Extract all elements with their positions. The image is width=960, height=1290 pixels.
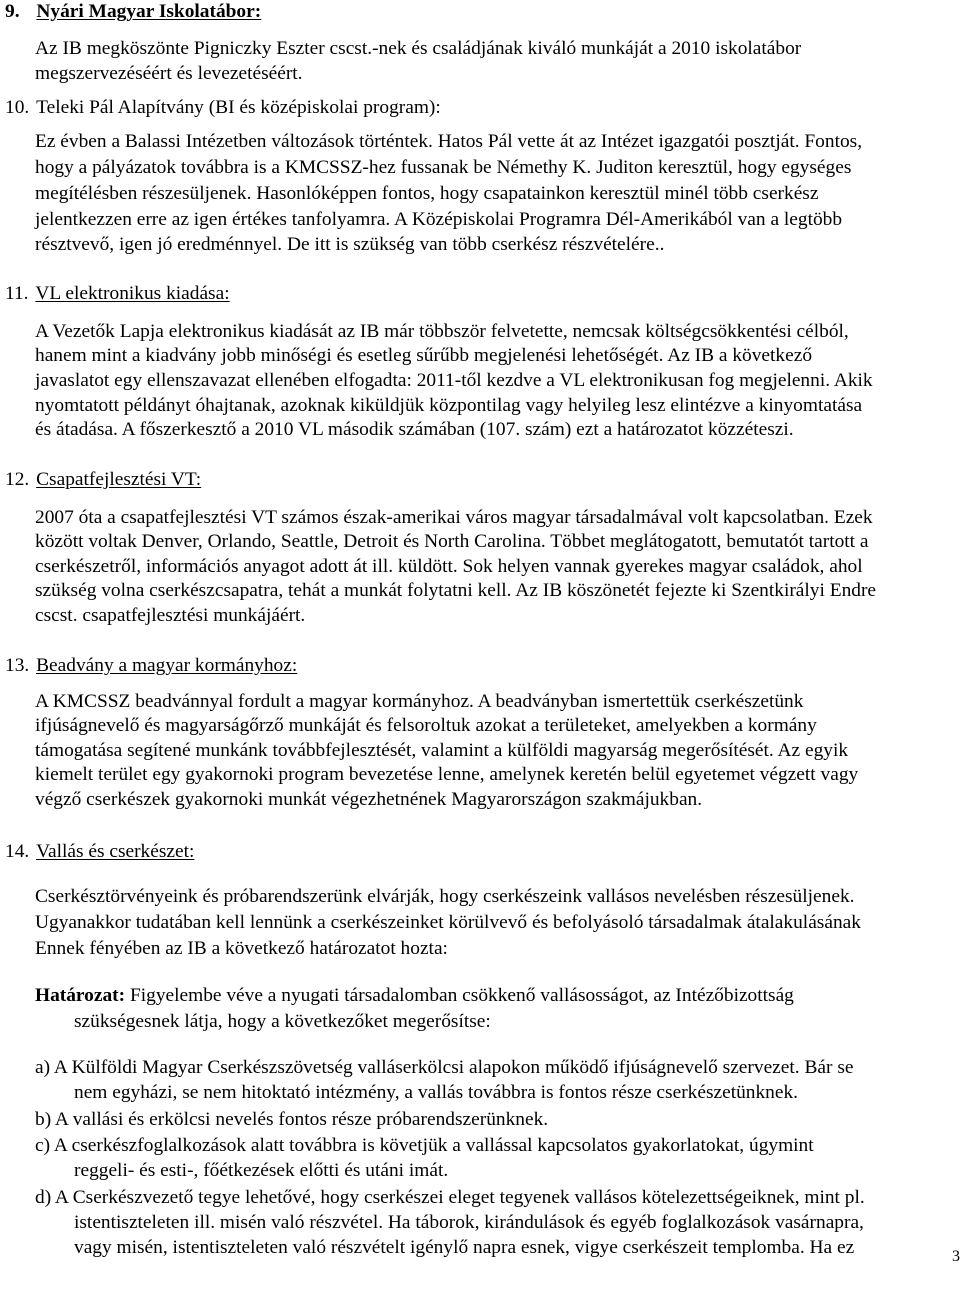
paragraph-line: hogy a pályázatok továbbra is a KMCSSZ-hez fussanak be Némethy K. Juditon keresztül, hogy egységes [35, 157, 852, 178]
section-heading-13 [5, 654, 297, 678]
section-title: Beadvány a magyar kormányhoz: [36, 655, 298, 676]
paragraph-line: cscst. csapatfejlesztési munkájáért. [35, 605, 306, 626]
section-number: 12. [5, 469, 30, 490]
paragraph-line: Az IB megköszönte Pigniczky Eszter cscst.-nek és családjának kiváló munkáját a 2010 iskolatábor [35, 38, 802, 59]
paragraph-line: között voltak Denver, Orlando, Seattle, Detroit és North Carolina. Többet meglátogatott, bemutatót tartott a [35, 531, 869, 552]
section-title: VL elektronikus kiadása: [35, 283, 230, 304]
section-title: Csapatfejlesztési VT: [36, 469, 202, 490]
section-number: 11. [5, 283, 29, 304]
section-heading-9 [5, 0, 261, 24]
paragraph-line: végző cserkészek gyakornoki munkát végezhetnének Magyarországon szakmájukban. [35, 789, 703, 810]
list-item-continuation: vagy misén, istentiszteleten való részvételt igénylő napra esnek, vigye cserkészeit templomba. Ha ez [74, 1237, 855, 1258]
list-item-b: b) A vallási és erkölcsi nevelés fontos része próbarendszerünknek. [35, 1109, 549, 1130]
page-number: 3 [952, 1248, 960, 1265]
list-item-c: c) A cserkészfoglalkozások alatt továbbra is követjük a vallással kapcsolatos gyakorlatokat, úgymint [35, 1135, 814, 1156]
section-heading-14 [5, 840, 194, 864]
section-number: 13. [5, 655, 30, 676]
paragraph-line: és átadása. A főszerkesztő a 2010 VL második számában (107. szám) ezt a határozatot közzéteszi. [35, 419, 794, 440]
section-heading-12 [5, 468, 201, 492]
paragraph-line: A Vezetők Lapja elektronikus kiadását az IB már többször felvetette, nemcsak költségcsökkentési célból, [35, 321, 849, 342]
paragraph-line: Cserkésztörvényeink és próbarendszerünk elvárják, hogy cserkészeink vallásos nevelésben részesüljenek. [35, 886, 855, 907]
paragraph-line: Ennek fényében az IB a következő határozatot hozta: [35, 938, 448, 959]
paragraph-line: szükség volna cserkészcsapatra, tehát a munkát folytatni kell. Az IB köszönetét fejezte ki Szentkirályi Endre [35, 580, 877, 601]
paragraph-line: Ugyanakkor tudatában kell lennünk a cserkészeinket körülvevő és befolyásoló társadalmak átalakulásának [35, 912, 861, 933]
list-item-d: d) A Cserkészvezető tegye lehetővé, hogy cserkészei eleget tegyenek vallásos kötelezettségeiknek, mint pl. [35, 1187, 865, 1208]
paragraph-line: kiemelt terület egy gyakornoki program bevezetése lenne, amelynek keretén belül egyetemet végzett vagy [35, 764, 859, 785]
paragraph-line: résztvevő, igen jó eredménnyel. De itt is szükség van több cserkész részvételére.. [35, 234, 665, 255]
paragraph-line: megszervezéséért és levezetéséért. [35, 63, 303, 84]
list-item-continuation: istentiszteleten ill. misén való részvétel. Ha táborok, kirándulások és egyéb foglalkozások vasárnapra, [74, 1212, 864, 1233]
resolution-text: Figyelembe véve a nyugati társadalomban csökkenő vallásosságot, az Intézőbizottság [125, 985, 794, 1006]
section-title: Vallás és cserkészet: [36, 841, 195, 862]
section-title: Nyári Magyar Iskolatábor: [36, 1, 262, 22]
section-title: Teleki Pál Alapítvány (BI és középiskolai program): [36, 97, 441, 118]
resolution-label: Határozat: [35, 985, 126, 1006]
paragraph-line: ifjúságnevelő és magyarságőrző munkáját és felsoroltuk azokat a területeket, amelyekben a kormány [35, 715, 817, 736]
list-item-continuation: nem egyházi, se nem hitoktató intézmény, a vallás továbbra is fontos része cserkészetünknek. [74, 1082, 799, 1103]
paragraph-line: megítélésben részesüljenek. Hasonlóképpen fontos, hogy csapatainkon keresztül minél több cserkész [35, 183, 819, 204]
paragraph-line: cserkészetről, információs anyagot adott át ill. küldött. Sok helyen vannak gyerekes magyar családok, ahol [35, 556, 863, 577]
section-number: 10. [5, 97, 30, 118]
list-item-a: a) A Külföldi Magyar Cserkészszövetség valláserkölcsi alapokon működő ifjúságnevelő szervezet. Bár se [35, 1057, 854, 1078]
list-item-continuation: reggeli- és esti-, főétkezések előtti és utáni imát. [74, 1160, 449, 1181]
resolution-line [35, 984, 794, 1008]
section-number: 14. [5, 841, 30, 862]
paragraph-line: A KMCSSZ beadvánnyal fordult a magyar kormányhoz. A beadványban ismertettük cserkészetünk [35, 691, 804, 712]
paragraph-line: támogatása segítené munkánk továbbfejlesztését, valamint a külföldi magyarság megerősítését. Az egyik [35, 740, 849, 761]
section-heading-11 [5, 282, 230, 306]
paragraph-line: hanem mint a kiadvány jobb minőségi és esetleg sűrűbb megjelenési lehetőségét. Az IB a következő [35, 345, 813, 366]
paragraph-line: szükségesnek látja, hogy a következőket megerősítse: [74, 1011, 491, 1032]
paragraph-line: Ez évben a Balassi Intézetben változások történtek. Hatos Pál vette át az Intézet igazgatói posztját. Fontos, [35, 131, 863, 152]
section-number: 9. [5, 1, 20, 22]
paragraph-line: nyomtatott példányt óhajtanak, azoknak kiküldjük központilag vagy helyileg lesz elintézve a kinyomtatása [35, 395, 863, 416]
paragraph-line: jelentkezzen erre az igen értékes tanfolyamra. A Középiskolai Programra Dél-Amerikából van a legtöbb [35, 209, 843, 230]
paragraph-line: 2007 óta a csapatfejlesztési VT számos észak-amerikai város magyar társadalmával volt kapcsolatban. Ezek [35, 507, 873, 528]
section-heading-10 [5, 96, 441, 120]
paragraph-line: javaslatot egy ellenszavazat ellenében elfogadta: 2011-től kezdve a VL elektronikusan fog megjelenni. Akik [35, 370, 873, 391]
